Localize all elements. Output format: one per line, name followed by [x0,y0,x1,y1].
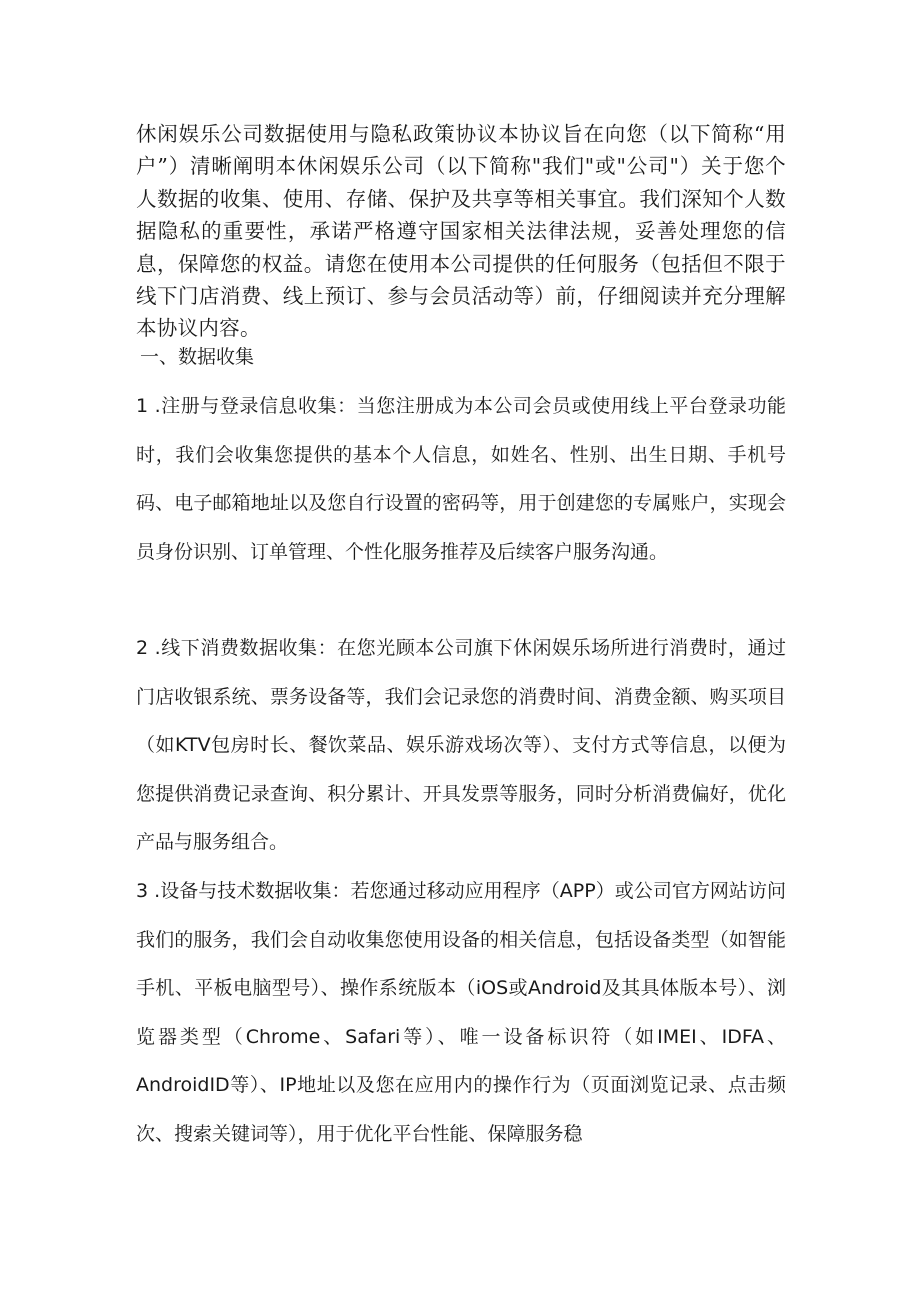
section-heading: 一、数据收集 [140,346,255,368]
list-item: 1 .注册与登录信息收集：当您注册成为本公司会员或使用线上平台登录功能时，我们会收集您提供的基本个人信息，如姓名、性别、出生日期、手机号码、电子邮箱地址以及您自行设置的密码等，用于创建您的专属账户，实现会员身份识别、订单管理、个性化服务推荐及后续客户服务沟通。 [136,395,786,563]
intro-paragraph: 休闲娱乐公司数据使用与隐私政策协议本协议旨在向您（以下简称“用户”）清晰阐明本休闲娱乐公司（以下简称"我们"或"公司"）关于您个人数据的收集、使用、存储、保护及共享等相关事宜。我们深知个人数据隐私的重要性，承诺严格遵守国家相关法律法规，妥善处理您的信息，保障您的权益。请您在使用本公司提供的任何服务（包括但不限于线下门店消费、线上预订、参与会员活动等）前，仔细阅读并充分理解本协议内容。 [136,122,786,341]
list-item: 2 .线下消费数据收集：在您光顾本公司旗下休闲娱乐场所进行消费时，通过门店收银系统、票务设备等，我们会记录您的消费时间、消费金额、购买项目（如KTV包房时长、餐饮菜品、娱乐游戏场次等）、支付方式等信息，以便为您提供消费记录查询、积分累计、开具发票等服务，同时分析消费偏好，优化产品与服务组合。 [136,637,786,853]
list-item: 3 .设备与技术数据收集：若您通过移动应用程序（APP）或公司官方网站访问我们的服务，我们会自动收集您使用设备的相关信息，包括设备类型（如智能手机、平板电脑型号）、操作系统版本（iOS或Android及其具体版本号）、浏览器类型（Chrome、Safari等）、唯一设备标识符（如IMEI、IDFA、AndroidID等）、IP地址以及您在应用内的操作行为（页面浏览记录、点击频次、搜索关键词等），用于优化平台性能、保障服务稳 [136,880,786,1145]
